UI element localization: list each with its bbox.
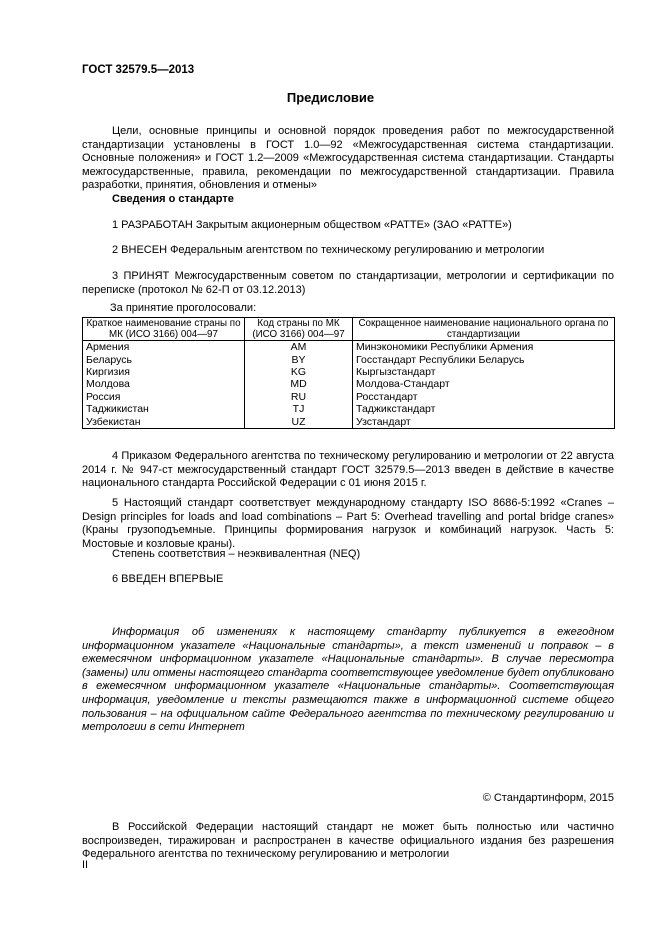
item-4: 4 Приказом Федерального агентства по техническому регулированию и метрологии от 22 августа 2014 г. № 947-ст межгосударственный стандарт ГОСТ 32579.5—2013 введен в действие в качестве национального стандарта Российской Федерации с 01 июня 2015 г. [82, 450, 614, 490]
section-subheading: Сведения о стандарте [112, 193, 234, 205]
item-1: 1 РАЗРАБОТАН Закрытым акционерным обществом «РАТТЕ» (ЗАО «РАТТЕ») [112, 219, 512, 231]
cell-country: Таджикистан [83, 403, 245, 415]
page-title: Предисловие [286, 90, 375, 105]
cell-country: Киргизия [83, 366, 245, 378]
cell-code: BY [245, 353, 353, 365]
header-code: Код страны по МК (ИСО 3166) 004—97 [245, 318, 353, 341]
cell-body: Росстандарт [353, 391, 615, 403]
table-row [83, 353, 615, 365]
cell-country: Россия [83, 391, 245, 403]
cell-country: Молдова [83, 378, 245, 390]
item-2: 2 ВНЕСЕН Федеральным агентством по техническому регулированию и метрологии [112, 244, 545, 256]
item-3: 3 ПРИНЯТ Межгосударственным советом по стандартизации, метрологии и сертификации по переписке (протокол № 62-П от 03.12.2013) [82, 270, 614, 296]
cell-country: Армения [83, 341, 245, 354]
cell-body: Минэкономики Республики Армения [353, 341, 615, 354]
table-row [83, 378, 615, 390]
cell-body: Молдова-Стандарт [353, 378, 615, 390]
cell-body: Госстандарт Республики Беларусь [353, 353, 615, 365]
table-row [83, 415, 615, 428]
table-row [83, 366, 615, 378]
table-row [83, 403, 615, 415]
voting-table [82, 317, 615, 429]
cell-code: UZ [245, 415, 353, 428]
document-code: ГОСТ 32579.5—2013 [82, 64, 195, 76]
table-row [83, 341, 615, 354]
cell-body: Кыргызстандарт [353, 366, 615, 378]
intro-paragraph: Цели, основные принципы и основной порядок проведения работ по межгосударственной стандартизации установлены в ГОСТ 1.0—92 «Межгосударственная система стандартизации. Основные положения» и ГОСТ 1.2—2009 «Межгосударственная система стандартизации. Стандарты межгосударственные, правила, рекомендации по межгосударственной стандартизации. Правила разработки, принятия, обновления и отмены» [82, 125, 614, 192]
page-number: II [82, 859, 89, 871]
header-body: Сокращенное наименование национального органа по стандартизации [353, 318, 615, 341]
table-header-row [83, 318, 615, 341]
cell-code: KG [245, 366, 353, 378]
cell-country: Узбекистан [83, 415, 245, 428]
copyright: © Стандартинформ, 2015 [482, 792, 614, 804]
rights-notice: В Российской Федерации настоящий стандарт не может быть полностью или частично воспроизведен, тиражирован и распространен в качестве официального издания без разрешения Федерального агентства по техническому регулированию и метрологии [82, 821, 614, 861]
cell-body: Узстандарт [353, 415, 615, 428]
cell-code: AM [245, 341, 353, 354]
cell-code: MD [245, 378, 353, 390]
cell-code: TJ [245, 403, 353, 415]
table-row [83, 391, 615, 403]
cell-code: RU [245, 391, 353, 403]
item-6: 6 ВВЕДЕН ВПЕРВЫЕ [112, 573, 224, 585]
vote-label: За принятие проголосовали: [110, 302, 257, 314]
header-country: Краткое наименование страны по МК (ИСО 3166) 004—97 [83, 318, 245, 341]
cell-body: Таджикстандарт [353, 403, 615, 415]
cell-country: Беларусь [83, 353, 245, 365]
item-5: 5 Настоящий стандарт соответствует международному стандарту ISO 8686-5:1992 «Cranes – Design principles for loads and load combinations – Part 5: Overhead travelling and portal bridge cranes» (Краны грузоподъемные. Принципы формирования нагрузок и комбинаций нагрузок. Часть 5: Мостовые и козловые краны). [82, 497, 614, 550]
changes-notice: Информация об изменениях к настоящему стандарту публикуется в ежегодном информационном указателе «Национальные стандарты», а текст изменений и поправок – в ежемесячном информационном указателе «Национальные стандарты». В случае пересмотра (замены) или отмены настоящего стандарта соответствующее уведомление будет опубликовано в ежемесячном информационном указателе «Национальные стандарты». Соответствующая информация, уведомление и тексты размещаются также в информационной системе общего пользования – на официальном сайте Федерального агентства по техническому регулированию и метрологии в сети Интернет [82, 626, 614, 734]
item-5-conformity: Степень соответствия – неэквивалентная (NEQ) [112, 548, 361, 560]
